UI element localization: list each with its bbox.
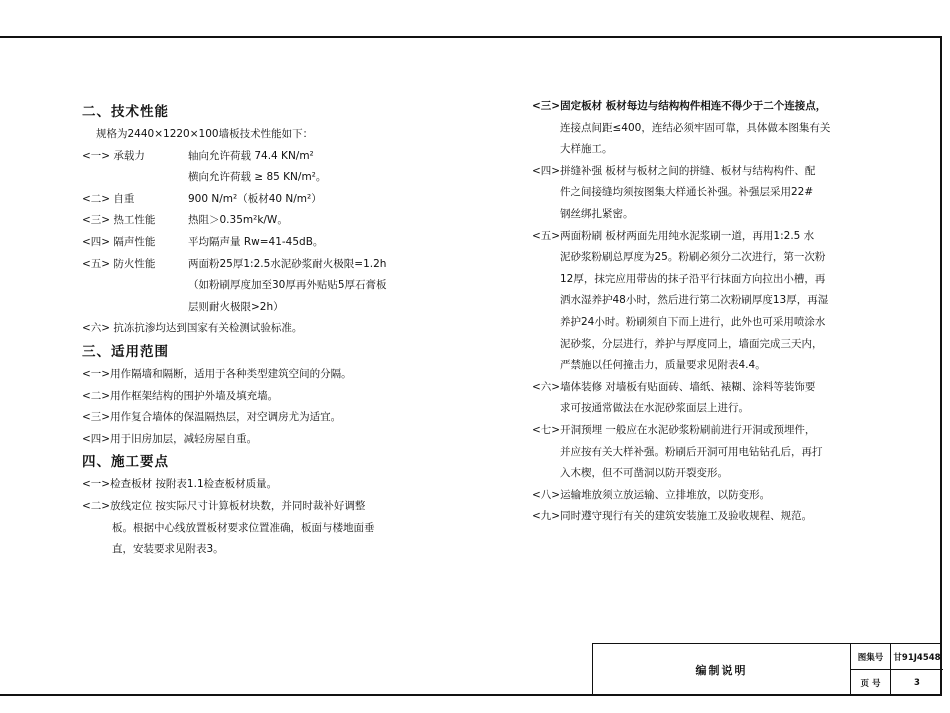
- perf-value: 热阻＞0.35m²k/W。: [188, 214, 288, 227]
- perf-label: <四> 隔声性能: [82, 235, 156, 248]
- item-first-line: <七>开洞预埋 一般应在水泥砂浆粉刷前进行开洞或预埋件，: [532, 423, 816, 436]
- perf-value: 轴向允许荷载 74.4 KN/m²: [188, 149, 314, 162]
- item-line: 入木楔，但不可凿洞以防开裂变形。: [560, 467, 728, 480]
- section-title-scope: 三、适用范围: [82, 343, 169, 360]
- item-line: 洒水湿养护48小时，然后进行第二次粉刷厚度13厚，再湿: [560, 294, 829, 307]
- title-block: [592, 643, 942, 696]
- item-line: 严禁施以任何撞击力，质量要求见附表4.4。: [560, 359, 766, 372]
- perf-label: <三> 热工性能: [82, 214, 156, 227]
- item-line: 钢丝绑扎紧密。: [560, 207, 634, 220]
- construction-item: [532, 161, 872, 226]
- construction-item: [532, 377, 872, 420]
- item-line: 养护24小时。粉刷须自下而上进行，此外也可采用喷涂水: [560, 315, 826, 328]
- perf-label: <五> 防火性能: [82, 257, 156, 270]
- atlas-number-value: 甘91J4548: [891, 644, 943, 670]
- item-first-line: <五>两面粉刷 板材两面先用纯水泥浆刷一道，再用1:2.5 水: [532, 229, 815, 242]
- perf-value: 横向允许荷载 ≥ 85 KN/m²。: [188, 171, 327, 184]
- spec-intro: 规格为2440×1220×100墙板技术性能如下：: [96, 128, 314, 140]
- perf-value: 平均隔声量 Rw=41-45dB。: [188, 235, 324, 248]
- section-title-tech-performance: 二、技术性能: [82, 104, 169, 120]
- list-item: <三>用作复合墙体的保温隔热层，对空调房尤为适宜。: [82, 411, 342, 424]
- list-item: <一>检查板材 按附表1.1检查板材质量。: [82, 478, 278, 491]
- item-first-line: <八>运输堆放须立放运输、立排堆放，以防变形。: [532, 488, 771, 501]
- list-item-cont: 直，安装要求见附表3。: [112, 543, 224, 556]
- construction-item: [532, 226, 872, 377]
- item-line: 并应按有关大样补强。粉刷后开洞可用电钻钻孔后，再打: [560, 445, 823, 458]
- list-item: <一>用作隔墙和隔断，适用于各种类型建筑空间的分隔。: [82, 367, 352, 380]
- right-column: [532, 96, 872, 528]
- page-number-value: 3: [914, 678, 920, 688]
- construction-item: [532, 96, 872, 161]
- perf-row: [82, 167, 462, 189]
- list-item: <二>放线定位 按实际尺寸计算板材块数，并同时裁补好调整: [82, 499, 366, 512]
- item-first-line: <九>同时遵守现行有关的建筑安装施工及验收规程、规范。: [532, 510, 813, 523]
- item-line: 连接点间距≤400，连结必须牢固可靠，具体做本图集有关: [560, 121, 831, 134]
- construction-item: [532, 506, 872, 528]
- page-number-label: 页 号: [851, 670, 891, 696]
- fire-note: 层则耐火极限>2h）: [188, 300, 284, 313]
- perf-row: [82, 189, 462, 211]
- item-line: 泥砂浆粉刷总厚度为25。粉刷必须分二次进行，第一次粉: [560, 251, 826, 264]
- left-column: [82, 100, 462, 561]
- item-line: 12厚，抹完应用带齿的抹子沿平行抹面方向拉出小槽，再: [560, 272, 826, 285]
- list-item: <四>用于旧房加层，减轻房屋自重。: [82, 432, 258, 445]
- construction-item: [532, 420, 872, 485]
- item-line: 大样施工。: [560, 143, 613, 156]
- perf-label: <二> 自重: [82, 192, 135, 205]
- section-title-construction: 四、施工要点: [82, 454, 169, 471]
- perf-row-frost: <六> 抗冻抗渗均达到国家有关检测试验标准。: [82, 322, 303, 335]
- item-first-line: <三>固定板材 板材每边与结构构件相连不得少于二个连接点，: [532, 100, 827, 112]
- construction-item: [532, 485, 872, 507]
- title-block-title: 编制说明: [593, 644, 851, 696]
- perf-row: [82, 146, 462, 168]
- perf-row: [82, 254, 462, 276]
- atlas-number-label: 图集号: [851, 644, 891, 670]
- perf-row: [82, 210, 462, 232]
- perf-value: 两面粉25厚1:2.5水泥砂浆耐火极限=1.2h: [188, 257, 387, 270]
- fire-note: （如粉刷厚度加至30厚再外贴贴5厚石膏板: [188, 279, 387, 292]
- item-line: 泥砂浆，分层进行，养护与厚度同上，墙面完成三天内，: [560, 337, 823, 350]
- perf-label: <一> 承载力: [82, 149, 145, 162]
- item-first-line: <六>墙体装修 对墙板有贴面砖、墙纸、裱糊、涂料等装饰要: [532, 380, 816, 393]
- list-item: <二>用作框架结构的围护外墙及填充墙。: [82, 389, 279, 402]
- perf-value: 900 N/m²（板材40 N/m²）: [188, 192, 322, 205]
- perf-row: [82, 232, 462, 254]
- item-line: 件之间接缝均须按图集大样通长补强。补强层采用22#: [560, 186, 814, 199]
- item-line: 求可按通常做法在水泥砂浆面层上进行。: [560, 402, 749, 415]
- item-first-line: <四>拼缝补强 板材与板材之间的拼缝、板材与结构构件、配: [532, 164, 816, 177]
- list-item-cont: 板。根据中心线放置板材要求位置准确，板面与楼地面垂: [112, 521, 375, 534]
